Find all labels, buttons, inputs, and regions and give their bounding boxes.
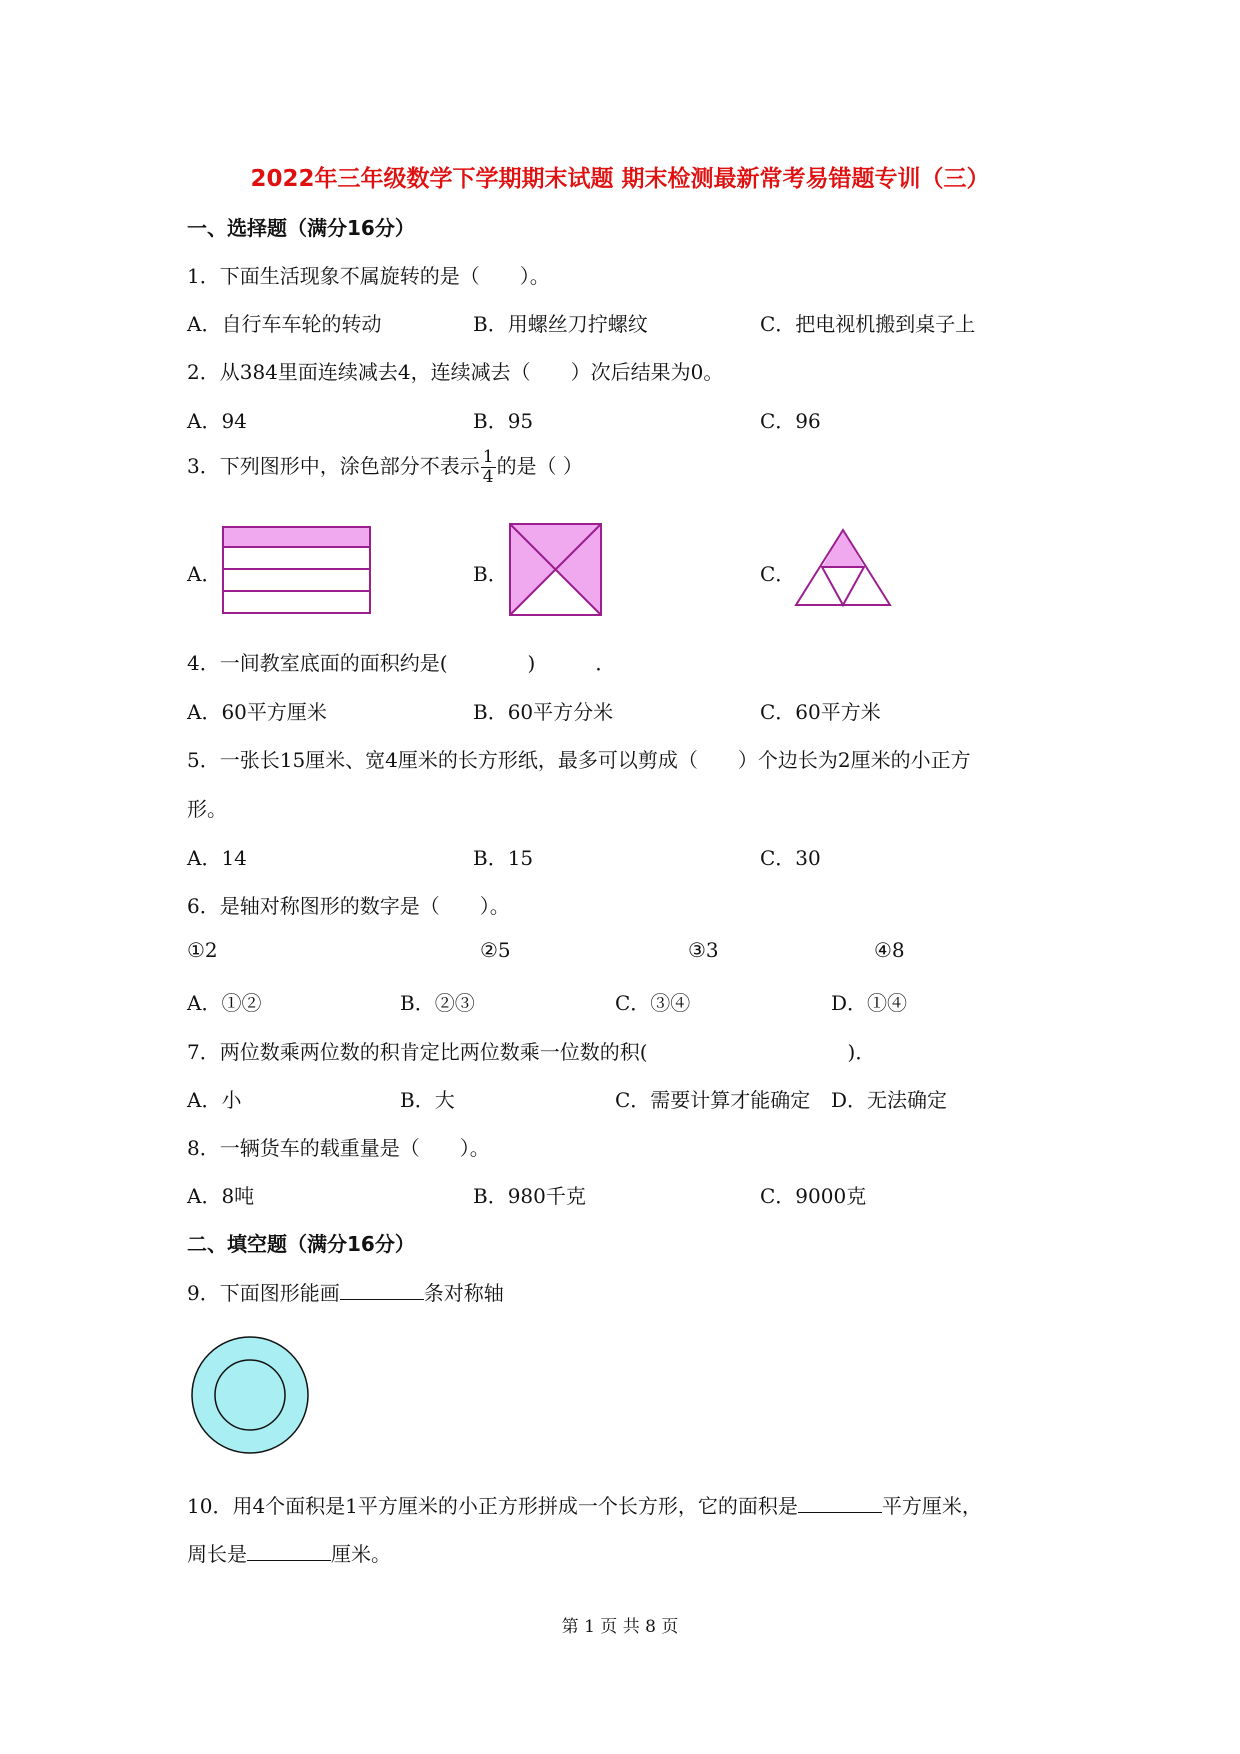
q5-option-c: C．30 (760, 846, 821, 870)
q5-option-b: B．15 (473, 846, 534, 870)
question-5-line-1: 5．一张长15厘米、宽4厘米的长方形纸，最多可以剪成（ ）个边长为2厘米的小正方 (187, 748, 971, 772)
q7-option-a: A．小 (187, 1088, 242, 1112)
q3-figure-a-striped-rectangle (221, 525, 373, 617)
q10-line2-post: 厘米。 (331, 1542, 391, 1566)
q9-text-post: 条对称轴 (423, 1281, 504, 1305)
q10-line1-post: 平方厘米， (881, 1494, 982, 1518)
q4-option-b: B．60平方分米 (473, 700, 614, 724)
q3-option-c: C． (760, 562, 796, 586)
q7-option-b: B．大 (400, 1088, 455, 1112)
section-fill-heading: 二、填空题（满分16分） (187, 1232, 415, 1256)
q7-option-c: C．需要计算才能确定 (615, 1088, 811, 1112)
section-choice-heading: 一、选择题（满分16分） (187, 216, 415, 240)
q9-text-pre: 9．下面图形能画 (187, 1281, 340, 1305)
figure-a-shaded-strip (223, 527, 370, 547)
q10-area-blank[interactable] (798, 1492, 882, 1513)
q3-text-post: 的是（ ） (496, 454, 583, 478)
q10-line2-pre: 周长是 (187, 1542, 247, 1566)
q4-option-a: A．60平方厘米 (187, 700, 327, 724)
q3-figure-b-square-diagonals (508, 522, 604, 618)
q1-option-b: B．用螺丝刀拧螺纹 (473, 312, 648, 336)
q3-figure-c-divided-triangle (794, 528, 894, 610)
page-footer: 第 1 页 共 8 页 (561, 1617, 679, 1637)
q3-option-a: A． (187, 562, 222, 586)
q3-option-b: B． (473, 562, 508, 586)
figure-c-shaded-top-triangle (822, 530, 864, 567)
question-10-line-1 (187, 1490, 982, 1519)
q8-option-a: A．8吨 (187, 1184, 255, 1208)
q6-number-3: ③3 (688, 938, 719, 962)
q2-option-a: A．94 (187, 409, 247, 433)
fraction-numerator: 1 (482, 447, 494, 467)
q6-number-4: ④8 (874, 938, 905, 962)
q6-number-2: ②5 (480, 938, 511, 962)
question-7: 7．两位数乘两位数的积肯定比两位数乘一位数的积( )． (187, 1040, 876, 1064)
q6-option-c: C．③④ (615, 991, 691, 1015)
q2-option-c: C．96 (760, 409, 821, 433)
q10-line1-pre: 10．用4个面积是1平方厘米的小正方形拼成一个长方形，它的面积是 (187, 1494, 798, 1518)
fraction-denominator: 4 (482, 467, 494, 487)
q1-option-a: A．自行车车轮的转动 (187, 312, 382, 336)
q1-option-c: C．把电视机搬到桌子上 (760, 312, 976, 336)
q6-option-d: D．①④ (831, 991, 908, 1015)
question-5-line-2: 形。 (187, 797, 227, 821)
q4-option-c: C．60平方米 (760, 700, 881, 724)
q2-option-b: B．95 (473, 409, 534, 433)
question-2: 2．从384里面连续减去4，连续减去（ ）次后结果为0。 (187, 360, 724, 384)
question-1: 1．下面生活现象不属旋转的是（ ）。 (187, 264, 550, 288)
question-6: 6．是轴对称图形的数字是（ ）。 (187, 894, 510, 918)
question-3 (187, 448, 583, 487)
q6-number-1: ①2 (187, 938, 218, 962)
q6-option-a: A．①② (187, 991, 262, 1015)
page-title: 2022年三年级数学下学期期末试题 期末检测最新常考易错题专训（三） (250, 166, 990, 192)
figure-c-inner-triangle (822, 567, 864, 605)
question-8: 8．一辆货车的载重量是（ ）。 (187, 1136, 490, 1160)
question-4: 4．一间教室底面的面积约是( ) ． (187, 651, 616, 675)
inner-circle (215, 1360, 285, 1430)
q3-text-pre: 3．下列图形中，涂色部分不表示 (187, 454, 480, 478)
q9-figure-concentric-circles (189, 1334, 311, 1456)
q9-answer-blank[interactable] (340, 1279, 424, 1300)
fraction-one-quarter (481, 448, 496, 487)
q5-option-a: A．14 (187, 846, 247, 870)
question-10-line-2 (187, 1538, 391, 1567)
q8-option-b: B．980千克 (473, 1184, 586, 1208)
q10-perimeter-blank[interactable] (247, 1540, 331, 1561)
question-9 (187, 1277, 504, 1306)
q8-option-c: C．9000克 (760, 1184, 867, 1208)
q6-option-b: B．②③ (400, 991, 475, 1015)
q7-option-d: D．无法确定 (831, 1088, 948, 1112)
